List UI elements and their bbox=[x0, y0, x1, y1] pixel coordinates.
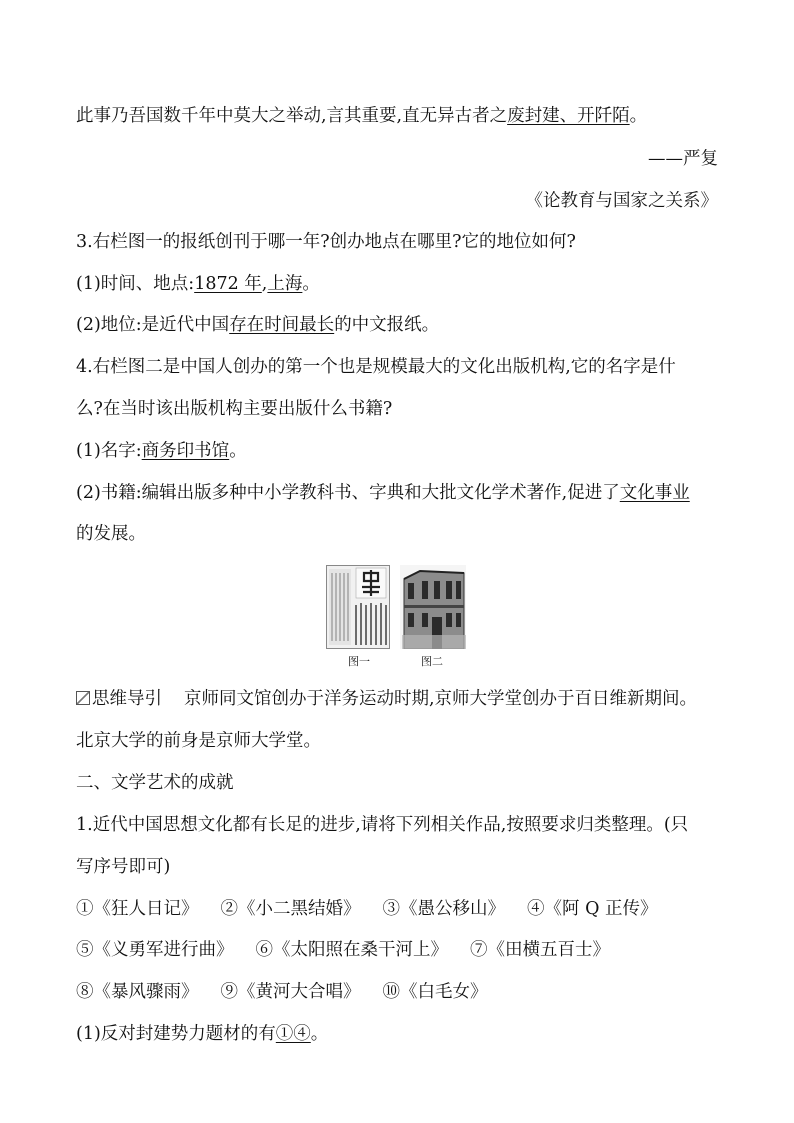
work-item: ⑤《义勇军进行曲》 bbox=[76, 940, 234, 960]
work-item: ⑧《暴风骤雨》 bbox=[76, 982, 199, 1002]
fig1-caption: 图一 bbox=[348, 655, 370, 668]
work-item: ⑩《白毛女》 bbox=[382, 982, 488, 1002]
q4-a2-prefix: (2)书籍:编辑出版多种中小学教科书、字典和大批文化学术著作,促进了 bbox=[76, 483, 620, 503]
q4-a1-answer: 商务印书馆 bbox=[141, 441, 230, 461]
s2-a1-answer: ①④ bbox=[275, 1024, 311, 1044]
q3-a1-year: 1872 年 bbox=[194, 274, 262, 294]
quote-author: ——严复 bbox=[648, 149, 718, 169]
works-row-2 bbox=[76, 938, 610, 962]
q3-a1-end: 。 bbox=[302, 274, 320, 294]
work-item: ③《愚公移山》 bbox=[382, 899, 505, 919]
fig2-caption: 图二 bbox=[421, 655, 443, 668]
s2-q1-line2: 写序号即可) bbox=[76, 857, 171, 877]
s2-a1-prefix: (1)反对封建势力题材的有 bbox=[76, 1024, 276, 1044]
hint-label: 思维导引 bbox=[92, 689, 162, 709]
work-item: ⑥《太阳照在桑干河上》 bbox=[255, 940, 448, 960]
figures bbox=[326, 565, 468, 669]
q3-a2-answer: 存在时间最长 bbox=[229, 315, 335, 335]
q4-a1-prefix: (1)名字: bbox=[76, 441, 142, 461]
q3-a1-place: 上海 bbox=[267, 274, 303, 294]
newspaper-image bbox=[326, 565, 390, 649]
hint-line1 bbox=[76, 687, 697, 711]
works-row-3 bbox=[76, 980, 488, 1004]
hint-icon bbox=[76, 691, 90, 705]
q3-answer-1 bbox=[76, 272, 320, 296]
work-item: ②《小二黑结婚》 bbox=[220, 899, 361, 919]
quote-text bbox=[76, 104, 647, 128]
work-item: ④《阿 Q 正传》 bbox=[527, 899, 658, 919]
q4-answer-1 bbox=[76, 439, 247, 463]
q4-a2-answer: 文化事业 bbox=[619, 483, 690, 503]
q3-question: 3.右栏图一的报纸创刊于哪一年?创办地点在哪里?它的地位如何? bbox=[76, 232, 576, 252]
work-item: ⑨《黄河大合唱》 bbox=[220, 982, 361, 1002]
q3-a1-prefix: (1)时间、地点: bbox=[76, 274, 195, 294]
s2-a1-end: 。 bbox=[310, 1024, 329, 1044]
work-item: ⑦《田横五百士》 bbox=[470, 940, 610, 960]
quote-source: 《论教育与国家之关系》 bbox=[525, 191, 718, 211]
quote-answer: 废封建、开阡陌 bbox=[507, 106, 630, 126]
building-image bbox=[400, 565, 466, 649]
section2-heading: 二、文学艺术的成就 bbox=[76, 773, 234, 793]
quote-plain: 此事乃吾国数千年中莫大之举动,言其重要,直无异古者之 bbox=[76, 106, 508, 126]
q3-answer-2 bbox=[76, 313, 439, 337]
q4-answer-2 bbox=[76, 481, 690, 505]
hint-text-1: 京师同文馆创办于洋务运动时期,京师大学堂创办于百日维新期间。 bbox=[184, 689, 698, 709]
q3-a2-prefix: (2)地位:是近代中国 bbox=[76, 315, 230, 335]
q4-question-line1: 4.右栏图二是中国人创办的第一个也是规模最大的文化出版机构,它的名字是什 bbox=[76, 357, 676, 377]
q4-a1-end: 。 bbox=[229, 441, 247, 461]
s2-answer-1 bbox=[76, 1022, 328, 1046]
quote-end: 。 bbox=[629, 106, 648, 126]
q3-a2-end: 的中文报纸。 bbox=[334, 315, 440, 335]
s2-q1-line1: 1.近代中国思想文化都有长足的进步,请将下列相关作品,按照要求归类整理。(只 bbox=[76, 815, 689, 835]
hint-line2: 北京大学的前身是京师大学堂。 bbox=[76, 731, 321, 751]
q4-question-line2: 么?在当时该出版机构主要出版什么书籍? bbox=[76, 399, 393, 419]
works-row-1 bbox=[76, 897, 657, 921]
q4-answer-2-line2: 的发展。 bbox=[76, 524, 146, 544]
work-item: ①《狂人日记》 bbox=[76, 899, 199, 919]
q3-a1-sep: , bbox=[261, 274, 268, 294]
